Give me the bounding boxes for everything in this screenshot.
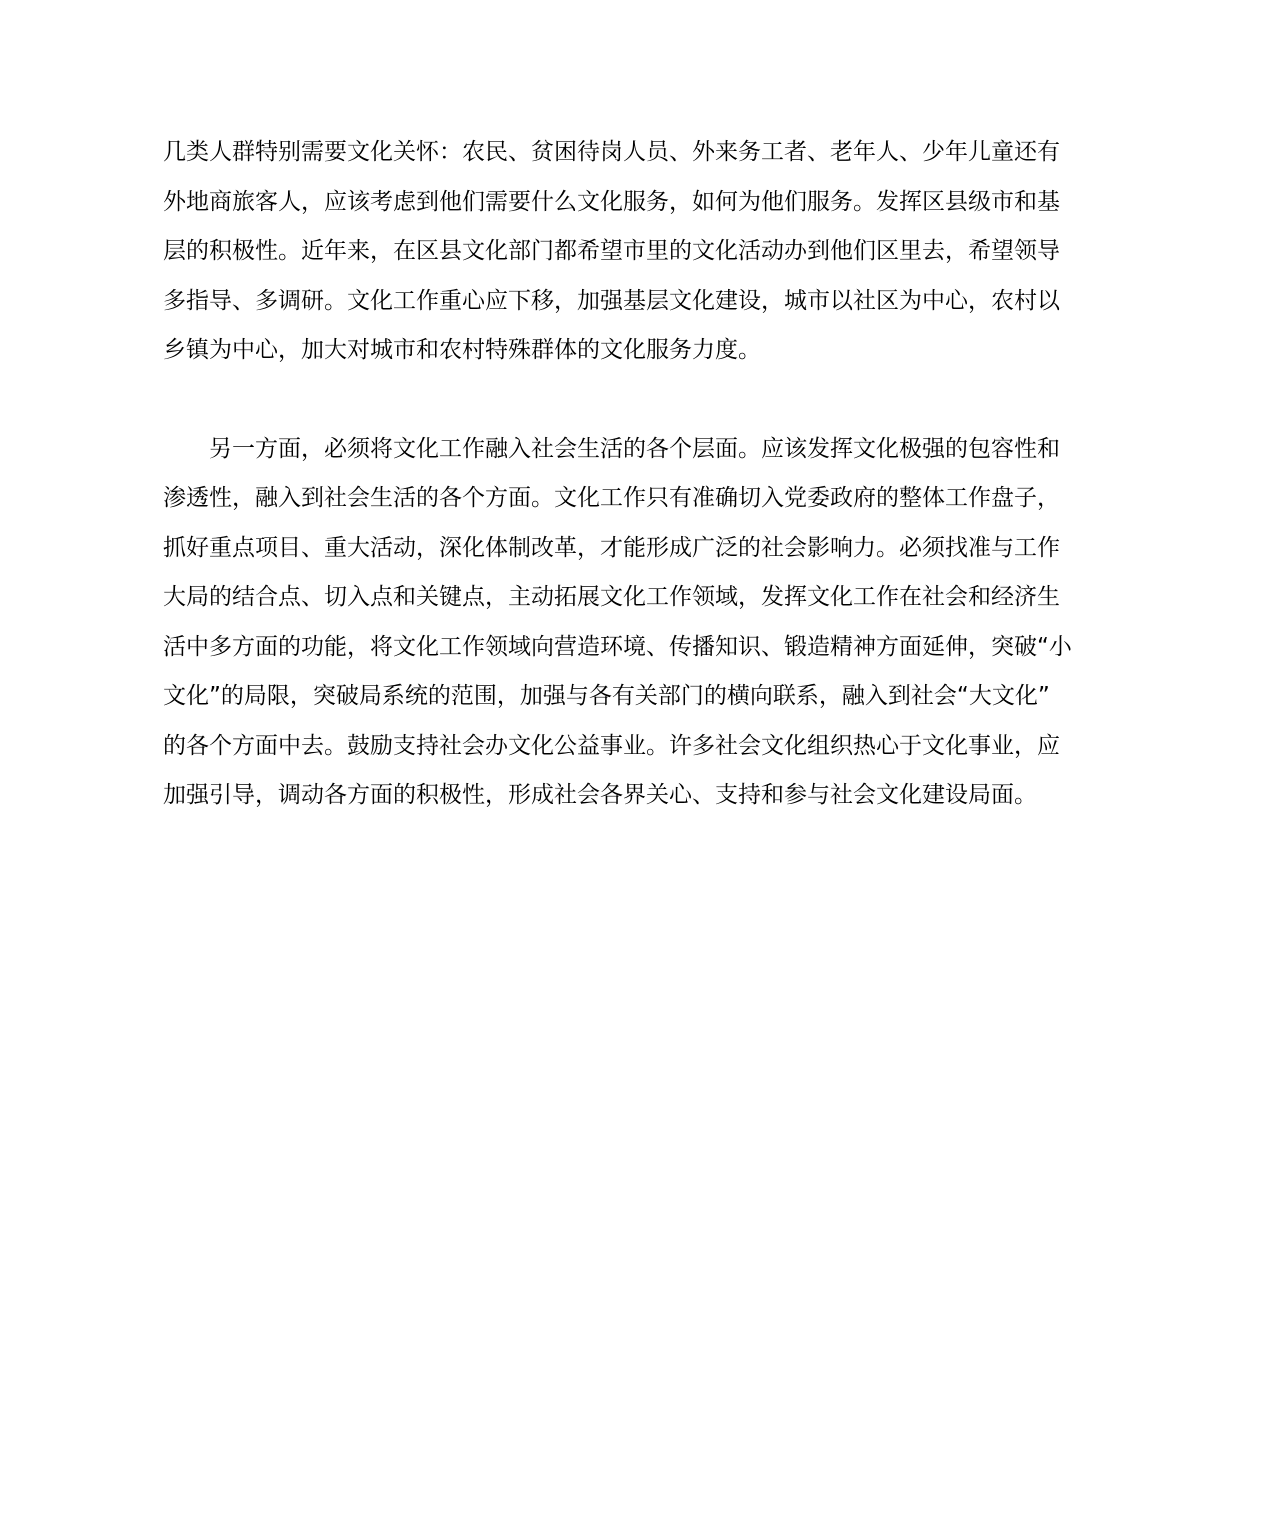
- text-line: 多指导、多调研。文化工作重心应下移，加强基层文化建设，城市以社区为中心，农村以: [163, 287, 1060, 314]
- text-line: 的各个方面中去。鼓励支持社会办文化公益事业。许多社会文化组织热心于文化事业，应: [163, 732, 1060, 759]
- paragraph-spacer: [163, 376, 1119, 425]
- text-line: 层的积极性。近年来，在区县文化部门都希望市里的文化活动办到他们区里去，希望领导: [163, 238, 1060, 264]
- text-line: 加强引导，调动各方面的积极性，形成社会各界关心、支持和参与社会文化建设局面。: [163, 782, 1037, 808]
- text-line: 另一方面，必须将文化工作融入社会生活的各个层面。应该发挥文化极强的包容性和: [163, 435, 1060, 462]
- document-body: [163, 128, 1119, 821]
- text-line: 乡镇为中心，加大对城市和农村特殊群体的文化服务力度。: [163, 337, 761, 363]
- text-line: 大局的结合点、切入点和关键点，主动拓展文化工作领域，发挥文化工作在社会和经济生: [163, 584, 1060, 610]
- text-line: 渗透性，融入到社会生活的各个方面。文化工作只有准确切入党委政府的整体工作盘子，: [163, 485, 1060, 511]
- text-line: 抓好重点项目、重大活动，深化体制改革，才能形成广泛的社会影响力。必须找准与工作: [163, 534, 1060, 561]
- text-line: 文化”的局限，突破局系统的范围，加强与各有关部门的横向联系，融入到社会“大文化”: [163, 683, 1050, 709]
- text-line: 几类人群特别需要文化关怀：农民、贫困待岗人员、外来务工者、老年人、少年儿童还有: [163, 139, 1060, 165]
- text-line: 活中多方面的功能，将文化工作领域向营造环境、传播知识、锻造精神方面延伸，突破“小: [163, 633, 1072, 660]
- paragraph-1: [163, 128, 1119, 376]
- text-line: 外地商旅客人，应该考虑到他们需要什么文化服务，如何为他们服务。发挥区县级市和基: [163, 188, 1060, 215]
- paragraph-2: [163, 425, 1119, 821]
